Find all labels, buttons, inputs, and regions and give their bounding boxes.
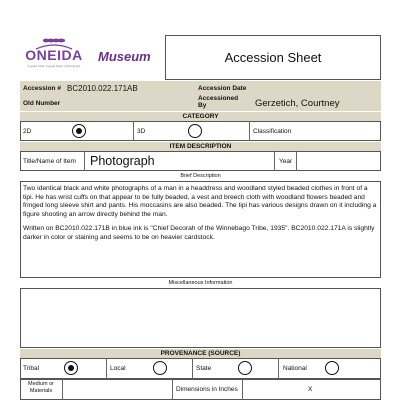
brief-description-box[interactable]: [20, 181, 381, 278]
year-label: Year: [279, 158, 293, 165]
provenance-tribal-radio[interactable]: [64, 361, 78, 375]
item-title-label: Title/Name of Item: [23, 158, 76, 165]
category-3d-label: 3D: [137, 128, 146, 135]
divider: [296, 151, 297, 171]
provenance-state-radio[interactable]: [238, 361, 252, 375]
brief-description-paragraph: Written on BC2010.022.171B in blue ink is "Chief Decorah of the Winnebago Tribe, 1935". BC2010.022.171A is slightly darker in color or staining and seems to be on heavier cardstock.: [23, 225, 375, 241]
medium-value[interactable]: [66, 384, 166, 394]
year-value[interactable]: [300, 156, 375, 166]
divider: [278, 358, 279, 379]
accession-number-value: BC2010.022.171AB: [67, 84, 138, 93]
logo-text: ONEIDA: [25, 47, 83, 63]
accession-number-label: Accession #: [23, 85, 61, 92]
misc-info-box[interactable]: [20, 288, 381, 348]
item-title-value[interactable]: Photograph: [90, 154, 155, 168]
accession-date-value[interactable]: [255, 84, 375, 93]
museum-title: Museum: [98, 49, 151, 64]
old-number-label: Old Number: [23, 100, 61, 107]
misc-info-label: Miscellaneous Information: [168, 280, 233, 286]
brief-description-label: Brief Description: [180, 173, 221, 179]
accession-sheet: [20, 25, 380, 400]
category-heading: CATEGORY: [20, 112, 381, 121]
provenance-national-label: National: [283, 365, 307, 372]
provenance-tribal-label: Tribal: [23, 365, 40, 372]
provenance-local-label: Local: [110, 365, 126, 372]
category-2d-radio[interactable]: [72, 124, 86, 138]
logo-tagline: A good mind, A good heart, A strong fire: [27, 64, 81, 68]
item-description-heading: ITEM DESCRIPTION: [20, 142, 381, 151]
provenance-local-radio[interactable]: [153, 361, 167, 375]
provenance-national-radio[interactable]: [325, 361, 339, 375]
sheet-title: Accession Sheet: [224, 50, 322, 65]
divider: [192, 358, 193, 379]
divider: [106, 358, 107, 379]
dimensions-label: Dimensions in Inches: [176, 386, 238, 393]
accessioned-by-value[interactable]: Gerzetich, Courtney: [255, 98, 340, 109]
sheet-title-box: [165, 35, 381, 80]
divider: [172, 379, 173, 400]
logo-block: [20, 25, 90, 80]
classification-label: Classification: [253, 128, 292, 135]
classification-value[interactable]: [305, 126, 375, 136]
category-2d-label: 2D: [23, 128, 32, 135]
divider: [274, 151, 275, 171]
divider: [242, 379, 243, 400]
dimensions-separator: X: [308, 386, 313, 393]
accession-date-label: Accession Date: [198, 85, 247, 92]
divider: [62, 379, 63, 400]
provenance-state-label: State: [196, 365, 212, 372]
brief-description-paragraph: Two identical black and white photographs of a man in a headdress and woodland styled beaded clothes in front of a tipi. He has wrist cuffs on that appear to be fully beaded, a vest and breech cloth with woodland flowers beaded and fringed long sleeve shirt and pants. His moccasins are also beaded. The tipi has various designs drawn on it including a figure shooting an arrow directly behind the man.: [23, 185, 377, 218]
medium-label: Medium or Materials: [28, 381, 54, 394]
divider: [249, 121, 250, 141]
divider: [133, 121, 134, 141]
old-number-value[interactable]: [67, 99, 187, 108]
accessioned-by-label: Accessioned By: [198, 95, 239, 109]
provenance-heading: PROVENANCE (SOURCE): [20, 349, 381, 358]
category-3d-radio[interactable]: [188, 124, 202, 138]
divider: [84, 151, 85, 171]
